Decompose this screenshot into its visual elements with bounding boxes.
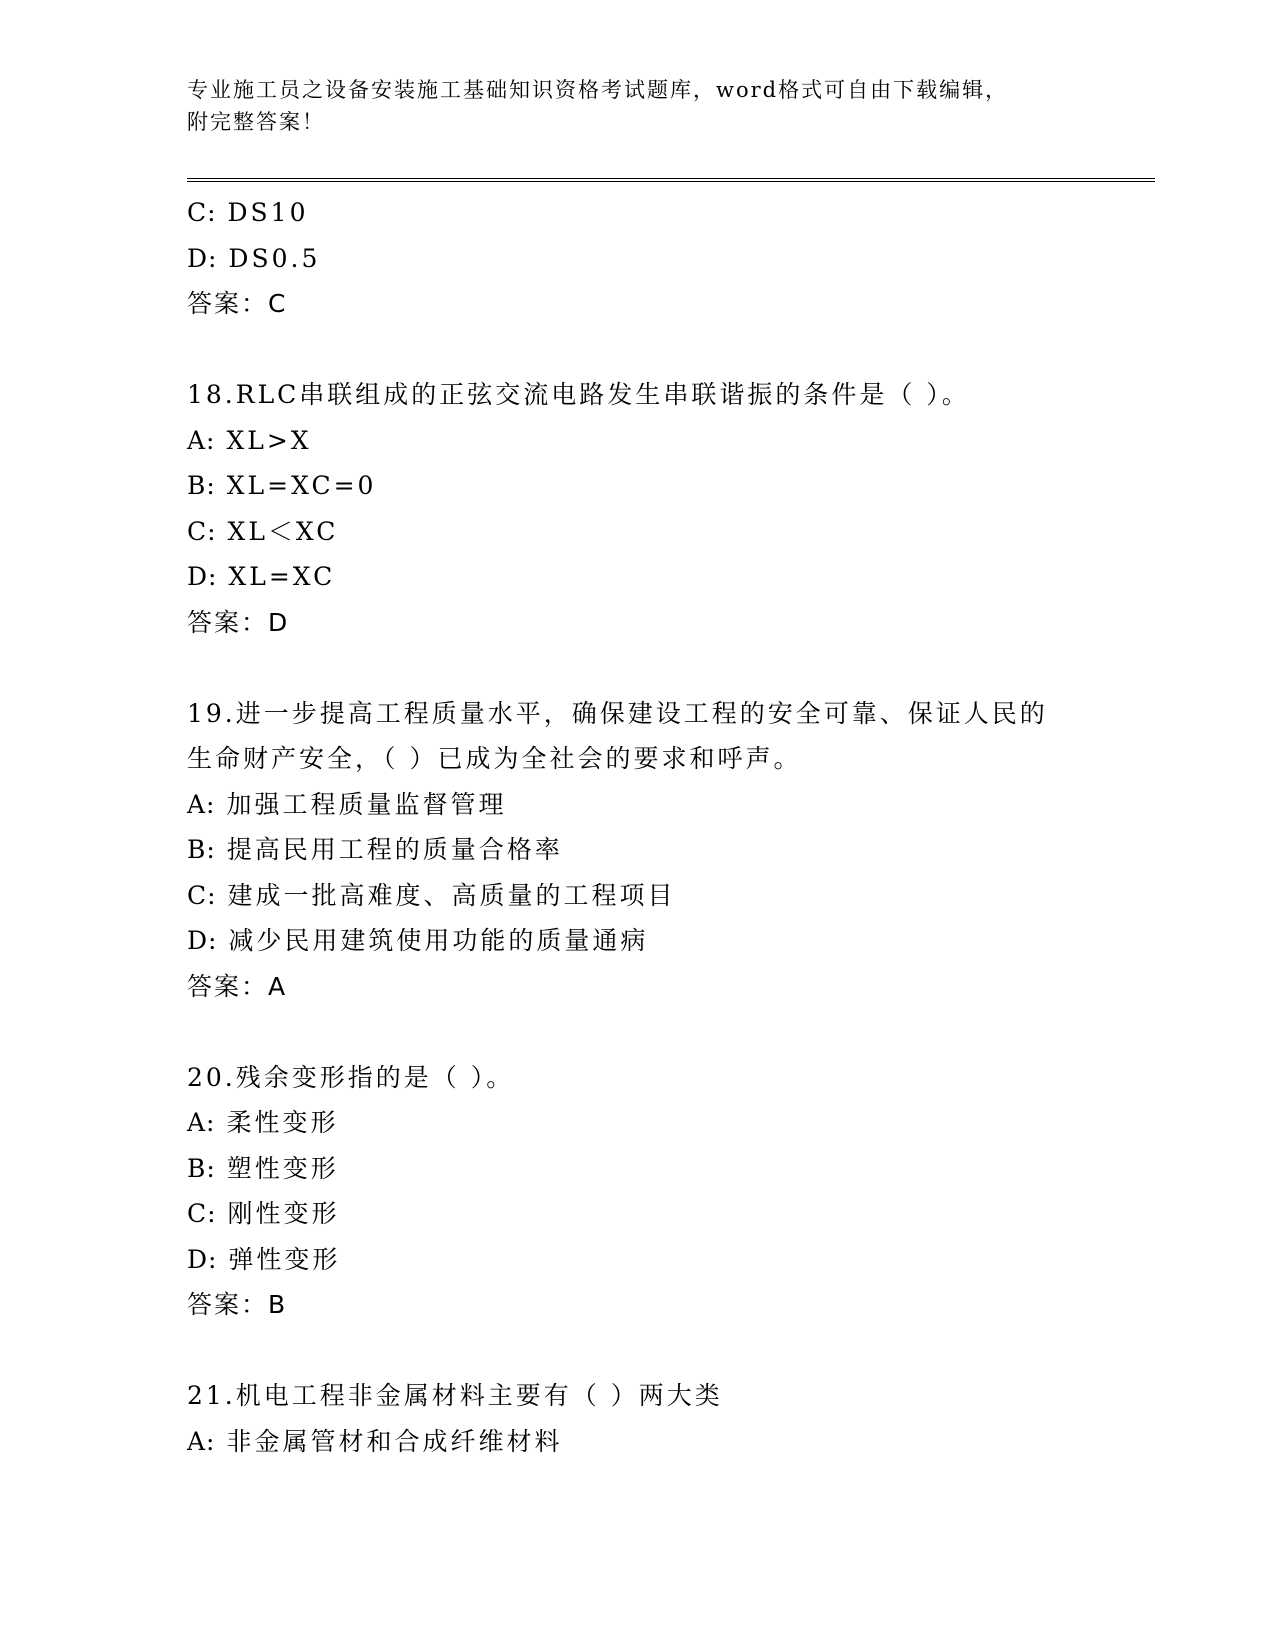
option-label: D: bbox=[187, 562, 218, 591]
question-list bbox=[187, 190, 1147, 1464]
document-header bbox=[187, 74, 1087, 138]
question-18 bbox=[187, 372, 1147, 645]
option-label: C: bbox=[187, 880, 217, 910]
answer-line: 答案：B bbox=[187, 1290, 288, 1319]
question-19 bbox=[187, 691, 1147, 1010]
option-text: 加强工程质量监督管理 bbox=[226, 789, 507, 819]
header-divider bbox=[187, 178, 1155, 182]
option-text: DS0.5 bbox=[228, 243, 321, 273]
option-text: 刚性变形 bbox=[227, 1199, 340, 1228]
option-b bbox=[187, 463, 1147, 509]
header-line-2: 附完整答案！ bbox=[187, 110, 325, 134]
option-text: 柔性变形 bbox=[226, 1108, 339, 1137]
answer-line: 答案：A bbox=[187, 971, 288, 1001]
option-text: 弹性变形 bbox=[228, 1244, 341, 1274]
option-text: XL=XC=0 bbox=[226, 471, 377, 500]
question-stem: 20.残余变形指的是（ ）。 bbox=[187, 1062, 515, 1092]
option-label: B: bbox=[187, 471, 216, 500]
option-d bbox=[187, 1237, 1147, 1283]
option-label: A: bbox=[187, 425, 216, 455]
option-label: D: bbox=[187, 926, 218, 955]
option-label: C: bbox=[187, 516, 217, 546]
header-line-1: 专业施工员之设备安装施工基础知识资格考试题库，word格式可自由下载编辑， bbox=[187, 78, 1009, 102]
option-text: XL=XC bbox=[228, 562, 336, 591]
answer-line: 答案：D bbox=[187, 607, 290, 637]
option-c bbox=[187, 190, 1147, 236]
option-text: 提高民用工程的质量合格率 bbox=[226, 835, 563, 864]
question-20 bbox=[187, 1055, 1147, 1328]
option-text: 非金属管材和合成纤维材料 bbox=[226, 1426, 563, 1456]
option-c bbox=[187, 1191, 1147, 1237]
spacer bbox=[187, 1009, 1147, 1055]
option-text: 减少民用建筑使用功能的质量通病 bbox=[228, 926, 649, 955]
option-a bbox=[187, 1419, 1147, 1465]
option-label: A: bbox=[187, 1108, 216, 1137]
option-a bbox=[187, 782, 1147, 828]
option-d bbox=[187, 918, 1147, 964]
question-stem: 21.机电工程非金属材料主要有（ ）两大类 bbox=[187, 1381, 723, 1410]
answer-line: 答案：C bbox=[187, 289, 288, 318]
option-text: 塑性变形 bbox=[226, 1153, 339, 1183]
option-a bbox=[187, 418, 1147, 464]
spacer bbox=[187, 645, 1147, 691]
option-label: B: bbox=[187, 835, 216, 864]
option-label: C: bbox=[187, 1199, 217, 1228]
option-label: D: bbox=[187, 1244, 218, 1274]
option-label: D: bbox=[187, 243, 218, 273]
option-text: XL>X bbox=[226, 425, 312, 455]
option-text: 建成一批高难度、高质量的工程项目 bbox=[227, 880, 676, 910]
spacer bbox=[187, 327, 1147, 373]
option-b bbox=[187, 827, 1147, 873]
option-label: A: bbox=[187, 789, 216, 819]
option-c bbox=[187, 873, 1147, 919]
spacer bbox=[187, 1328, 1147, 1374]
option-text: XL＜XC bbox=[227, 516, 339, 546]
question-stem: 18.RLC串联组成的正弦交流电路发生串联谐振的条件是（ ）。 bbox=[187, 380, 970, 409]
option-b bbox=[187, 1146, 1147, 1192]
question-17-tail bbox=[187, 190, 1147, 327]
option-label: C: bbox=[187, 198, 217, 227]
option-d bbox=[187, 236, 1147, 282]
question-stem: 19.进一步提高工程质量水平，确保建设工程的安全可靠、保证人民的 bbox=[187, 698, 1048, 728]
option-text: DS10 bbox=[227, 198, 309, 227]
option-a bbox=[187, 1100, 1147, 1146]
question-stem-continued: 生命财产安全，（ ）已成为全社会的要求和呼声。 bbox=[187, 744, 802, 773]
option-label: A: bbox=[187, 1426, 216, 1456]
option-label: B: bbox=[187, 1153, 216, 1183]
option-d bbox=[187, 554, 1147, 600]
option-c bbox=[187, 509, 1147, 555]
question-21 bbox=[187, 1373, 1147, 1464]
